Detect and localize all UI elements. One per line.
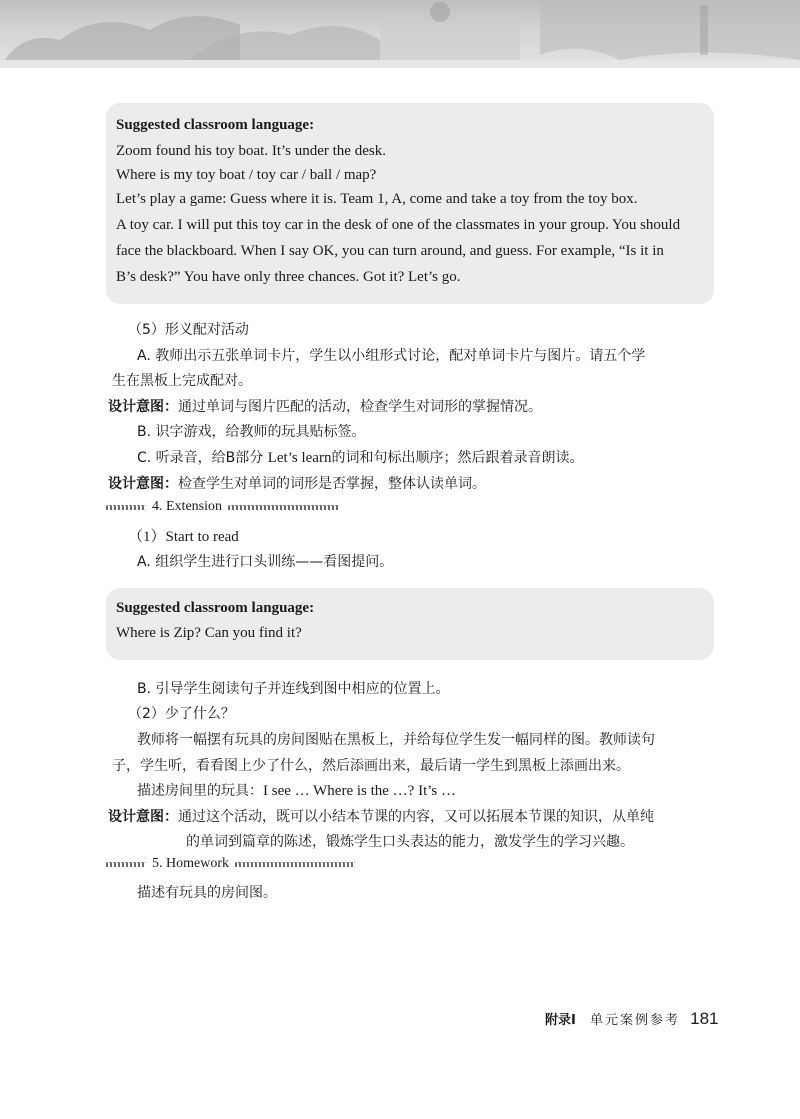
extension-b: B. 引导学生阅读句子并连线到图中相应的位置上。: [137, 681, 450, 697]
paragraph-line: 子，学生听，看看图上少了什么，然后添画出来，最后请一学生到黑板上添画出来。: [112, 758, 630, 774]
wavy-rule-right: [235, 862, 355, 867]
paragraph-line: [137, 780, 456, 800]
appendix-label: 附录I: [545, 1013, 576, 1028]
c-pre: C. 听录音，给B部分: [137, 450, 268, 466]
intent-label: 设计意图：: [108, 476, 178, 492]
p3-english: I see … Where is the …? It’s …: [263, 783, 457, 799]
wavy-rule-left: [106, 862, 146, 867]
extension-heading: 4. Extension: [152, 499, 222, 514]
homework-heading: 5. Homework: [152, 856, 229, 871]
homework-text: 描述有玩具的房间图。: [137, 885, 277, 901]
box2-line: Where is Zip? Can you find it?: [116, 625, 302, 641]
extension-sub1: [128, 525, 239, 546]
c-english: Let’s learn: [267, 450, 332, 466]
page-footer: [545, 1009, 719, 1029]
design-intent-2: [108, 473, 486, 493]
box1-line: B’s desk?” You have only three chances. Got it? Let’s go.: [116, 269, 461, 285]
wavy-rule-right: [228, 505, 338, 510]
section5-c: [137, 447, 583, 467]
box1-line: Where is my toy boat / toy car / ball / map?: [116, 167, 377, 183]
banner-illustration: [0, 0, 800, 68]
box1-line: A toy car. I will put this toy car in the desk of one of the classmates in your group. You should: [116, 217, 681, 233]
extension-sub2: （2）少了什么？: [128, 706, 235, 722]
paragraph-line: 教师将一幅摆有玩具的房间图贴在黑板上，并给每位学生发一幅同样的图。教师读句: [137, 732, 655, 748]
intent-label: 设计意图：: [108, 809, 178, 825]
sub1-text: （1）Start to read: [128, 529, 239, 545]
suggested-language-box-2: [106, 588, 714, 660]
intent-text: 通过这个活动，既可以小结本节课的内容，又可以拓展本节课的知识，从单纯: [178, 809, 654, 825]
intent-text: 通过单词与图片匹配的活动，检查学生对词形的掌握情况。: [178, 399, 542, 415]
design-intent-1: [108, 396, 542, 416]
box1-title: Suggested classroom language:: [116, 117, 315, 133]
box1-line: Let’s play a game: Guess where it is. Team 1, A, come and take a toy from the toy box.: [116, 191, 638, 207]
wavy-rule-left: [106, 505, 146, 510]
c-post: 的词和句标出顺序；然后跟着录音朗读。: [331, 450, 584, 466]
section5-b: B. 识字游戏，给教师的玩具贴标签。: [137, 424, 366, 440]
homework-heading-row: [106, 856, 355, 872]
box1-line: Zoom found his toy boat. It’s under the desk.: [116, 143, 386, 159]
design-intent-3-line2: 的单词到篇章的陈述，锻炼学生口头表达的能力，激发学生的学习兴趣。: [186, 834, 634, 850]
page-number: 181: [690, 1009, 719, 1028]
section5-a-line2: 生在黑板上完成配对。: [112, 373, 252, 389]
section-label: 单元案例参考: [589, 1013, 680, 1028]
extension-heading-row: [106, 499, 338, 515]
box2-title: Suggested classroom language:: [116, 600, 315, 616]
intent-label: 设计意图：: [108, 399, 178, 415]
p3-pre: 描述房间里的玩具：: [137, 783, 263, 799]
design-intent-3: [108, 806, 654, 826]
section5-heading: （5）形义配对活动: [128, 322, 249, 338]
extension-a: A. 组织学生进行口头训练——看图提问。: [137, 554, 394, 570]
section5-a-line1: A. 教师出示五张单词卡片，学生以小组形式讨论，配对单词卡片与图片。请五个学: [137, 348, 646, 364]
box1-line: face the blackboard. When I say OK, you can turn around, and guess. For example, “Is it in: [116, 243, 664, 259]
intent-text: 检查学生对单词的词形是否掌握，整体认读单词。: [178, 476, 486, 492]
suggested-language-box-1: [106, 103, 714, 304]
header-banner: [0, 0, 800, 68]
